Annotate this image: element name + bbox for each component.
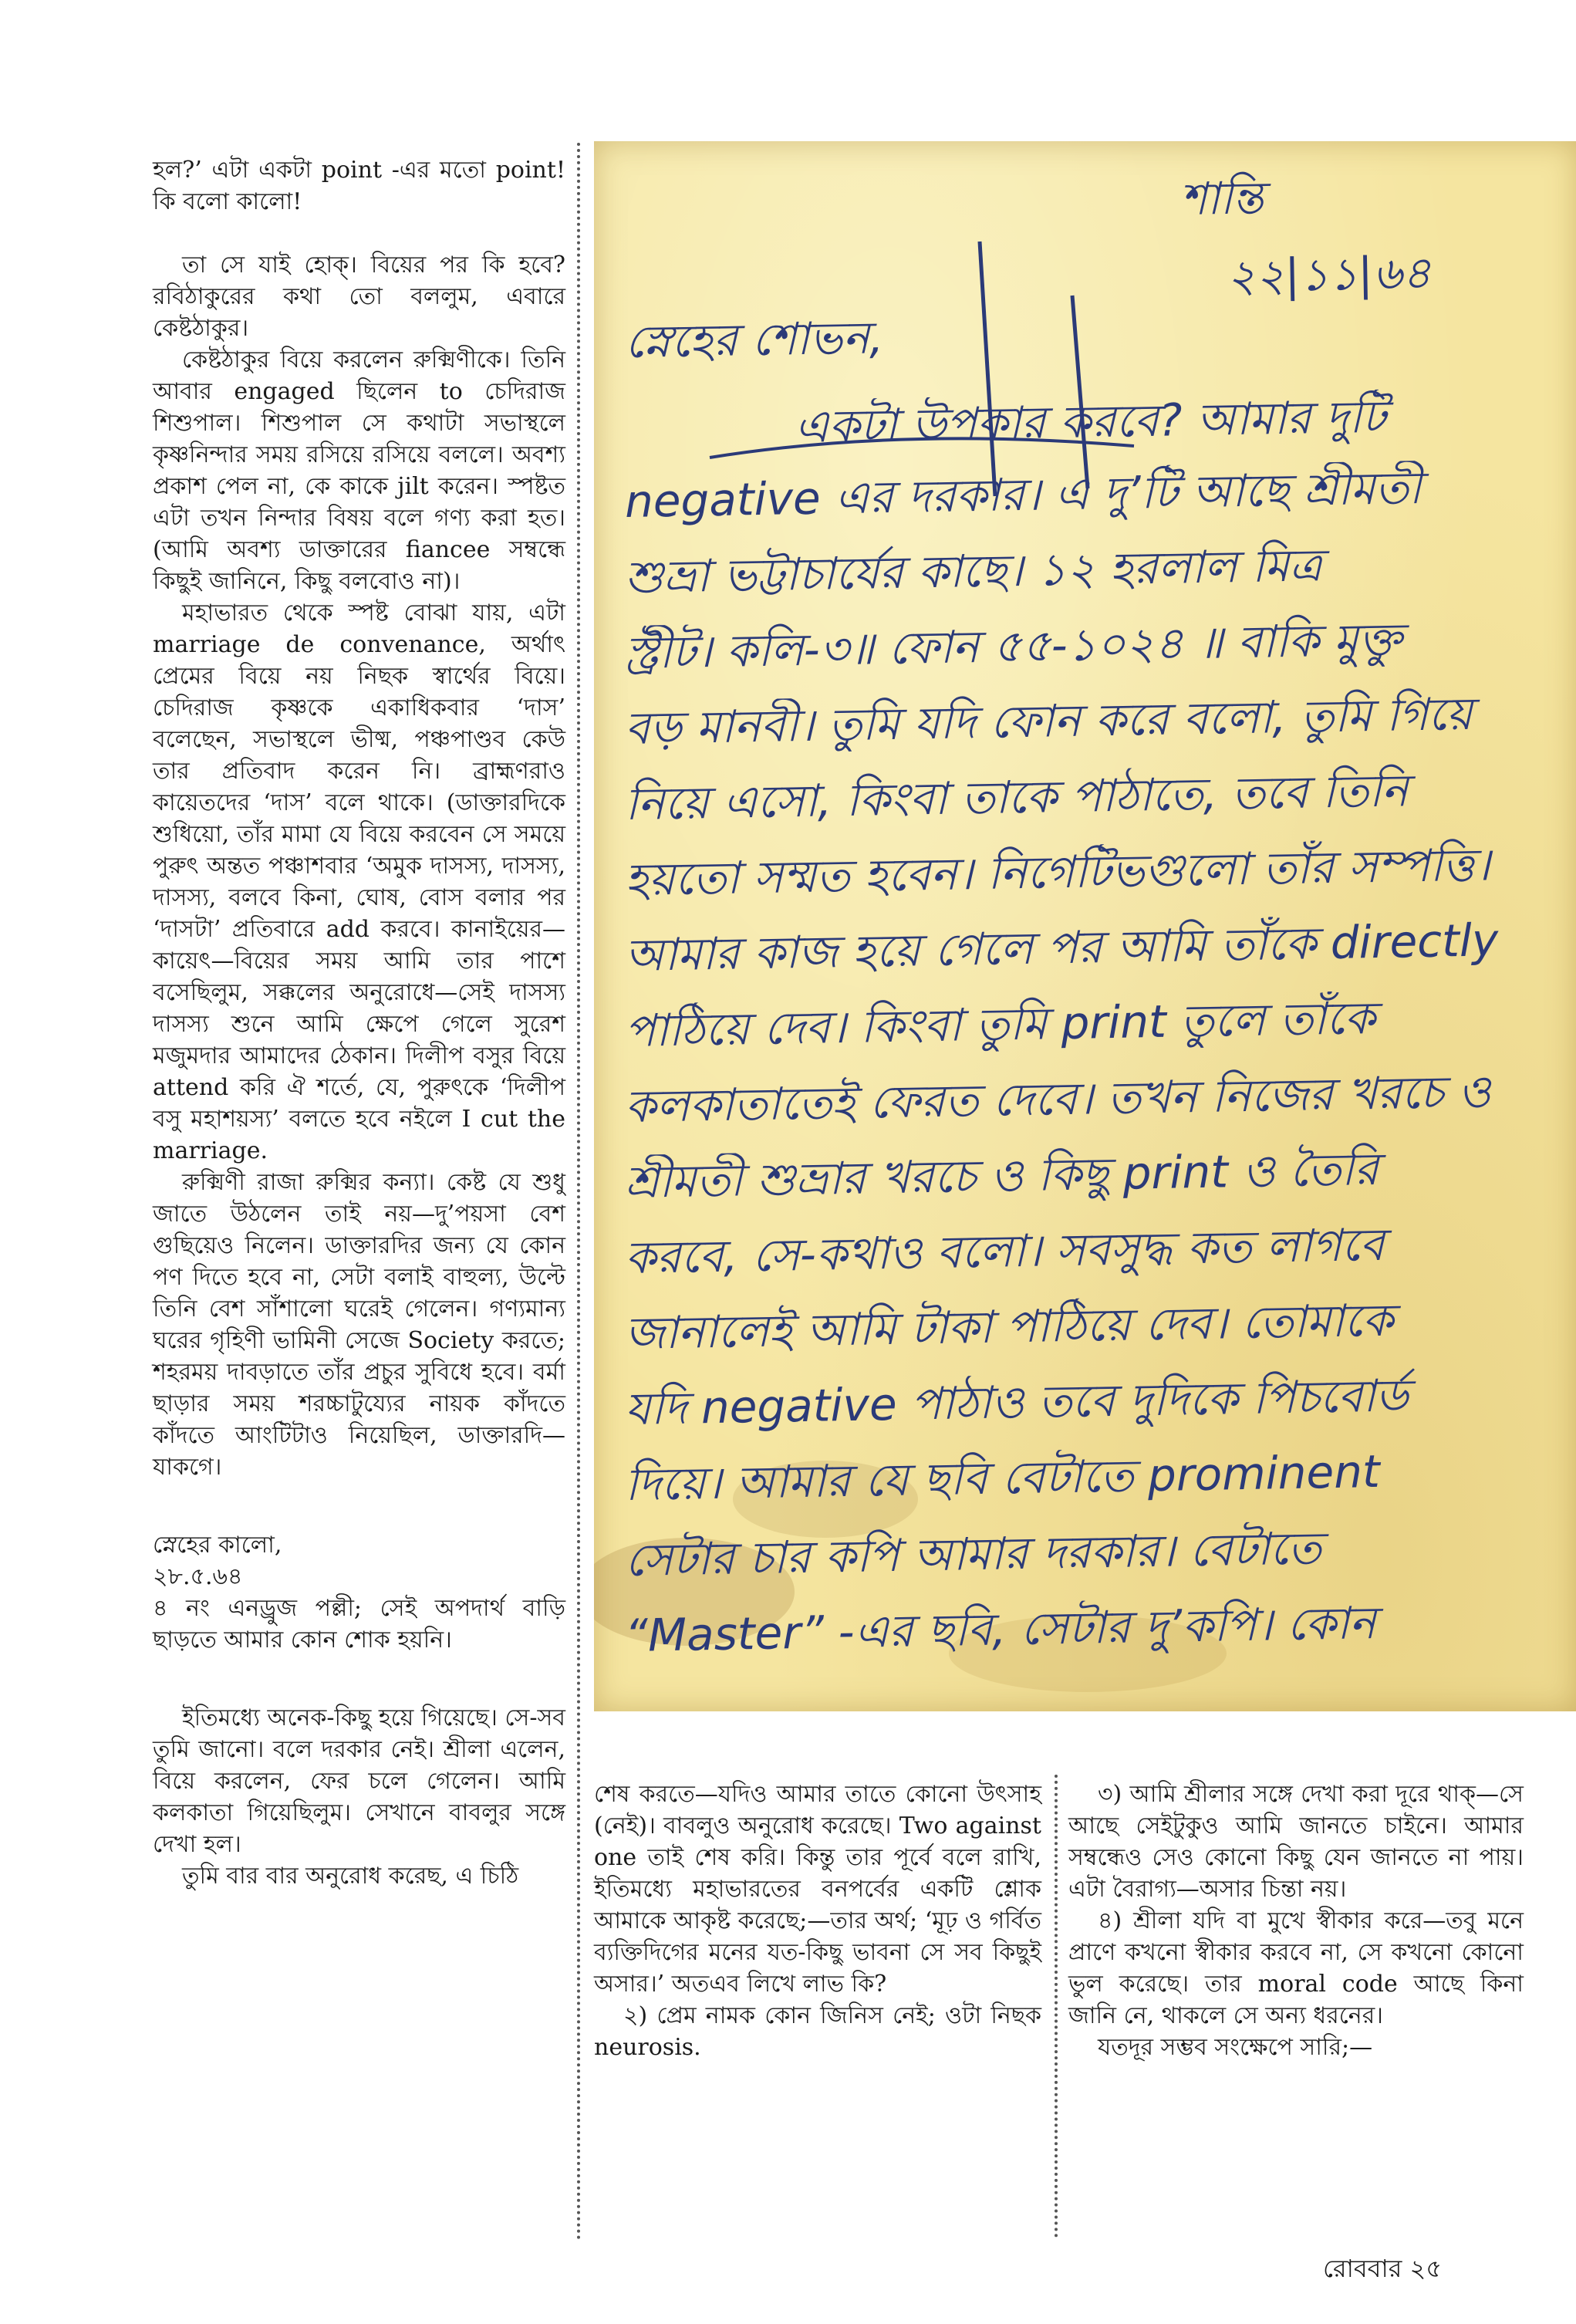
letter-line: পাঠিয়ে দেব। কিংবা তুমি print তুলে তাঁকে	[624, 991, 1376, 1057]
letter-line: হয়তো সম্মত হবেন। নিগেটিভগুলো তাঁর সম্পত্তি।	[624, 838, 1491, 906]
letter-line: আমার কাজ হয়ে গেলে পর আমি তাঁকে directly	[624, 914, 1499, 981]
letter-line: যদি negative পাঠাও তবে দুদিকে পিচবোর্ড	[624, 1369, 1409, 1435]
column-divider	[1055, 1775, 1058, 2238]
paragraph: কেষ্টঠাকুর বিয়ে করলেন রুক্মিণীকে। তিনি আবার engaged ছিলেন to চেদিরাজ শিশুপাল। শিশুপাল সে কথাটা সভাস্থলে কৃষ্ণনিন্দার সময় রসিয়ে রসিয়ে বললে। অবশ্য প্রকাশ পেল না, কে কাকে jilt করেন। স্পষ্টত এটা তখন নিন্দার বিষয় বলে গণ্য করা হত। (আমি অবশ্য ডাক্তারের fiancee সম্বন্ধে কিছুই জানিনে, কিছু বলবোও না)।	[153, 346, 565, 595]
letter-line: শ্রীমতী শুভ্রার খরচে ও কিছু print ও তৈরি	[624, 1142, 1379, 1208]
letter-line: স্নেহের শোভন,	[624, 311, 884, 368]
letter-line: শুভ্রা ভট্টাচার্যের কাছে। ১২ হরলাল মিত্র	[624, 539, 1323, 603]
handwritten-letter	[594, 141, 1576, 1711]
signature-note: ৪ নং এনড্রুজ পল্লী; সেই অপদার্থ বাড়ি ছাড়তে আমার কোন শোক হয়নি।	[153, 1595, 565, 1653]
column-divider	[577, 143, 580, 2241]
bottom-right-column	[1068, 1778, 1524, 2063]
letter-line: সেটার চার কপি আমার দরকার। বেটাতে	[624, 1522, 1322, 1586]
letter-line: negative এর দরকার। এ দু’টি আছে শ্রীমতী	[624, 461, 1422, 528]
paragraph: যতদূর সম্ভব সংক্ষেপে সারি;—	[1098, 2034, 1373, 2061]
paragraph: ৪) শ্রীলা যদি বা মুখে স্বীকার করে—তবু মনে প্রাণে কখনো স্বীকার করবে না, সে কখনো কোনো ভুল করেছে। তার moral code আছে কিনা জানি নে, থাকলে সে অন্য ধরনের।	[1068, 1907, 1524, 2029]
letter-line: “Master” -এর ছবি, সেটার দু’কপি। কোন	[624, 1596, 1377, 1662]
letter-date: ২২|১১|৬৪	[1226, 246, 1432, 302]
left-column	[153, 154, 565, 1892]
letter-place: শান্তি	[1179, 171, 1264, 225]
letter-line: নিয়ে এসো, কিংবা তাকে পাঠাতে, তবে তিনি	[624, 764, 1409, 830]
signature-block	[153, 1529, 565, 1656]
letter-line: জানালেই আমি টাকা পাঠিয়ে দেব। তোমাকে	[624, 1293, 1394, 1360]
paragraph: শেষ করতে—যদিও আমার তাতে কোনো উৎসাহ (নেই)। বাবলুও অনুরোধ করেছে। Two against one তাই শেষ করি। কিন্তু তার পূর্বে বলে রাখি, ইতিমধ্যে মহাভারতের বনপর্বের একটি শ্লোক আমাকে আকৃষ্ট করেছে;—তার অর্থ; ‘মূঢ় ও গর্বিত ব্যক্তিদিগের মনের যত-কিছু ভাবনা সে সব কিছুই অসার।’ অতএব লিখে লাভ কি?	[594, 1781, 1041, 1998]
letter-line: কলকাতাতেই ফেরত দেবে। তখন নিজের খরচে ও	[624, 1065, 1492, 1133]
letter-line: করবে, সে-কথাও বলো। সবসুদ্ধ কত লাগবে	[624, 1218, 1385, 1284]
paragraph: তা সে যাই হোক্। বিয়ের পর কি হবে? রবিঠাকুরের কথা তো বললুম, এবারে কেষ্টঠাকুর।	[153, 252, 565, 342]
letter-line: দিয়ে। আমার যে ছবি বেটাতে prominent	[624, 1444, 1381, 1511]
bottom-middle-column	[594, 1778, 1041, 2063]
paragraph: মহাভারত থেকে স্পষ্ট বোঝা যায়, এটা marriage de convenance, অর্থাৎ প্রেমের বিয়ে নয় নিছক স্বার্থের বিয়ে। চেদিরাজ কৃষ্ণকে একাধিকবার ‘দাস’ বলেছেন, সভাস্থলে ভীষ্ম, পঞ্চপাণ্ডব কেউ তার প্রতিবাদ করেন নি। ব্রাহ্মণরাও কায়েতদের ‘দাস’ বলে থাকে। (ডাক্তারদিকে শুধিয়ো, তাঁর মামা যে বিয়ে করবেন সে সময়ে পুরুৎ অন্তত পঞ্চাশবার ‘অমুক দাসস্য, দাসস্য, দাসস্য, বলবে কিনা, ঘোষ, বোস বলার পর ‘দাসটা’ প্রতিবারে add করবে। কানাইয়ের—কায়েৎ—বিয়ের সময় আমি তার পাশে বসেছিলুম, সক্কলের অনুরোধে—সেই দাসস্য দাসস্য শুনে আমি ক্ষেপে গেলে সুরেশ মজুমদার আমাদের ঠেকান। দিলীপ বসুর বিয়ে attend করি ঐ শর্তে, যে, পুরুৎকে ‘দিলীপ বসু মহাশয়স্য’ বলতে হবে নইলে I cut the marriage.	[153, 600, 565, 1164]
letter-line: একটা উপকার করবে? আমার দুটি	[794, 390, 1387, 453]
page-footer: রোববার ২৫	[1323, 2254, 1443, 2283]
letter-line: স্ট্রীট। কলি-৩॥ ফোন ৫৫-১০২৪ ॥ বাকি মুক্তু	[624, 613, 1402, 679]
paragraph: তুমি বার বার অনুরোধ করেছ, এ চিঠি	[182, 1863, 519, 1890]
paragraph: ৩) আমি শ্রীলার সঙ্গে দেখা করা দূরে থাক্—সে আছে সেইটুকুও আমি জানতে চাইনে। আমার সম্বন্ধেও সেও কোনো কিছু যেন জানতে না পায়। এটা বৈরাগ্য—অসার চিন্তা নয়।	[1068, 1781, 1524, 1903]
paragraph: রুক্মিণী রাজা রুক্মির কন্যা। কেষ্ট যে শুধু জাতে উঠলেন তাই নয়—দু’পয়সা বেশ গুছিয়েও নিলেন। ডাক্তারদির জন্য যে কোন পণ দিতে হবে না, সেটা বলাই বাহুল্য, উল্টে তিনি বেশ সাঁশালো ঘরেই গেলেন। গণ্যমান্য ঘরের গৃহিণী ভামিনী সেজে Society করতে; শহরময় দাবড়াতে তাঁর প্রচুর সুবিধে হবে। বর্মা ছাড়ার সময় শরচ্চাটুয্যের নায়ক কাঁদতে কাঁদতে আংটিটাও নিয়েছিল, ডাক্তারদি—যাকগে।	[153, 1169, 565, 1481]
letter-line: বড় মানবী। তুমি যদি ফোন করে বলো, তুমি গিয়ে	[624, 687, 1473, 755]
signature-date: ২৮.৫.৬৪	[153, 1563, 243, 1590]
paragraph: ২) প্রেম নামক কোন জিনিস নেই; ওটা নিছক neurosis.	[594, 2002, 1041, 2061]
paragraph: হল?’ এটা একটা point -এর মতো point! কি বলো কালো!	[153, 157, 565, 215]
signature-closing: স্নেহের কালো,	[153, 1532, 282, 1559]
paragraph: ইতিমধ্যে অনেক-কিছু হয়ে গিয়েছে। সে-সব তুমি জানো। বলে দরকার নেই। শ্রীলা এলেন, বিয়ে করলেন, ফের চলে গেলেন। আমি কলকাতা গিয়েছিলুম। সেখানে বাবলুর সঙ্গে দেখা হল।	[153, 1704, 565, 1858]
